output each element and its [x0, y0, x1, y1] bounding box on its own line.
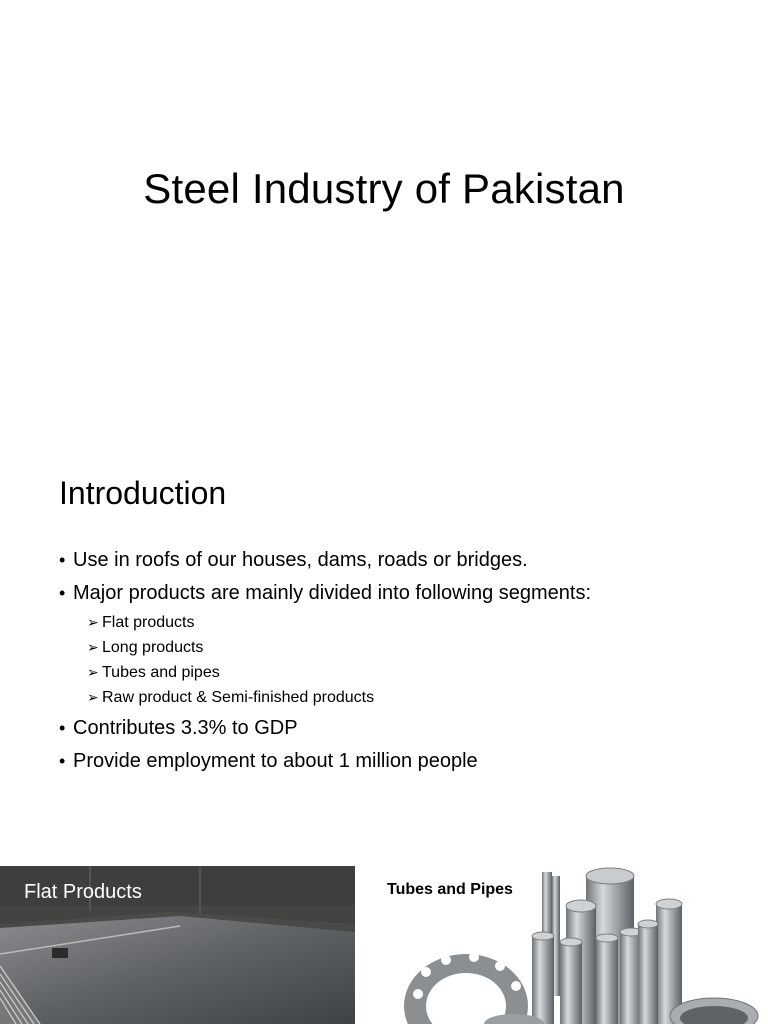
sub-bullet-item: ➢ Tubes and pipes — [87, 660, 739, 685]
introduction-slide — [0, 430, 768, 866]
products-slide — [0, 866, 768, 1024]
tubes-pipes-photo — [384, 866, 768, 1024]
sub-bullet-list — [73, 610, 739, 710]
slide-title: Steel Industry of Pakistan — [143, 165, 625, 212]
bullet-item: • Contributes 3.3% to GDP — [59, 712, 739, 745]
title-slide — [0, 0, 768, 430]
bullet-item: • Provide employment to about 1 million people — [59, 745, 739, 778]
bullet-item — [59, 577, 739, 710]
bullet-item: • Use in roofs of our houses, dams, roads or bridges. — [59, 544, 739, 577]
sub-bullet-item: ➢ Raw product & Semi-finished products — [87, 685, 739, 710]
bullet-text: Major products are mainly divided into following segments: — [73, 582, 592, 604]
slide-heading: Introduction — [59, 475, 227, 511]
sub-bullet-item: ➢ Flat products — [87, 610, 739, 635]
flat-products-photo — [0, 866, 355, 1024]
sub-bullet-item: ➢ Long products — [87, 635, 739, 660]
flat-products-label: Flat Products — [24, 881, 142, 903]
tubes-pipes-label: Tubes and Pipes — [387, 881, 513, 898]
bullet-list — [59, 544, 739, 778]
